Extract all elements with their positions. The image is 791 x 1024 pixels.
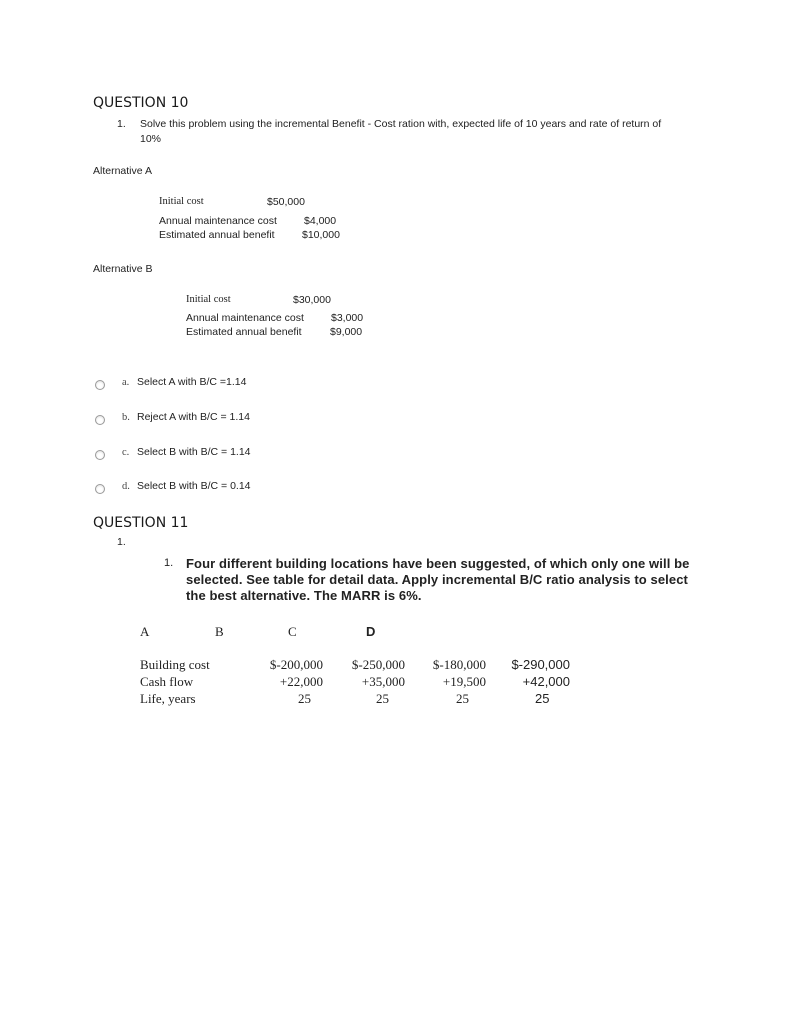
alt-b-maintenance-value: $3,000 (331, 312, 364, 324)
option-a-radio[interactable] (95, 380, 105, 390)
option-d-radio[interactable] (95, 484, 105, 494)
cell-building-cost-c: $-180,000 (432, 657, 486, 672)
option-d-text[interactable]: Select B with B/C = 0.14 (137, 480, 251, 492)
question-10-number: 1. (117, 118, 126, 130)
column-header-c: C (288, 624, 297, 639)
alternative-b-label: Alternative B (93, 263, 153, 275)
option-a-letter: a. (122, 377, 130, 388)
cell-life-c: 25 (456, 691, 469, 706)
option-c-text[interactable]: Select B with B/C = 1.14 (137, 446, 251, 458)
cell-life-d: 25 (535, 691, 550, 706)
option-c-letter: c. (122, 447, 130, 458)
alt-a-benefit-value: $10,000 (302, 229, 340, 241)
alt-b-benefit-value: $9,000 (330, 326, 363, 338)
option-b-radio[interactable] (95, 415, 105, 425)
cell-cash-flow-a: +22,000 (279, 674, 323, 689)
cell-cash-flow-b: +35,000 (361, 674, 405, 689)
question-11-sub-number: 1. (164, 557, 174, 569)
column-header-b: B (215, 624, 224, 639)
row-label-building-cost: Building cost (140, 657, 210, 672)
question-10-title: QUESTION 10 (93, 95, 189, 111)
cell-life-a: 25 (298, 691, 311, 706)
option-b-text[interactable]: Reject A with B/C = 1.14 (137, 411, 250, 423)
alt-b-initial-cost-label: Initial cost (186, 294, 231, 305)
cell-life-b: 25 (376, 691, 389, 706)
alternative-a-label: Alternative A (93, 165, 152, 177)
column-header-d: D (366, 624, 376, 639)
alt-b-benefit-label: Estimated annual benefit (186, 326, 302, 338)
alt-a-initial-cost-label: Initial cost (159, 196, 204, 207)
option-b-letter: b. (122, 412, 130, 423)
alt-a-benefit-label: Estimated annual benefit (159, 229, 275, 241)
option-c-radio[interactable] (95, 450, 105, 460)
cell-building-cost-d: $-290,000 (511, 657, 570, 672)
row-label-life-years: Life, years (140, 691, 196, 706)
alt-b-maintenance-label: Annual maintenance cost (186, 312, 304, 324)
alt-b-initial-cost-value: $30,000 (293, 294, 331, 306)
question-11-number: 1. (117, 536, 126, 548)
column-header-a: A (140, 624, 150, 639)
option-a-text[interactable]: Select A with B/C =1.14 (137, 376, 247, 388)
question-11-title: QUESTION 11 (93, 515, 189, 531)
question-11-text: Four different building locations have been suggested, of which only one will be selected. See table for detail data. Apply incremental B/C ratio analysis to select the best alternative. The MARR is 6%. (186, 556, 690, 603)
question-10-text: Solve this problem using the incremental Benefit - Cost ration with, expected life of 10 years and rate of return of 10% (140, 118, 662, 145)
alt-a-initial-cost-value: $50,000 (267, 196, 305, 208)
cell-cash-flow-c: +19,500 (442, 674, 486, 689)
cell-cash-flow-d: +42,000 (522, 674, 570, 689)
alt-a-maintenance-label: Annual maintenance cost (159, 215, 277, 227)
cell-building-cost-a: $-200,000 (269, 657, 323, 672)
row-label-cash-flow: Cash flow (140, 674, 194, 689)
cell-building-cost-b: $-250,000 (351, 657, 405, 672)
option-d-letter: d. (122, 481, 130, 492)
alt-a-maintenance-value: $4,000 (304, 215, 337, 227)
